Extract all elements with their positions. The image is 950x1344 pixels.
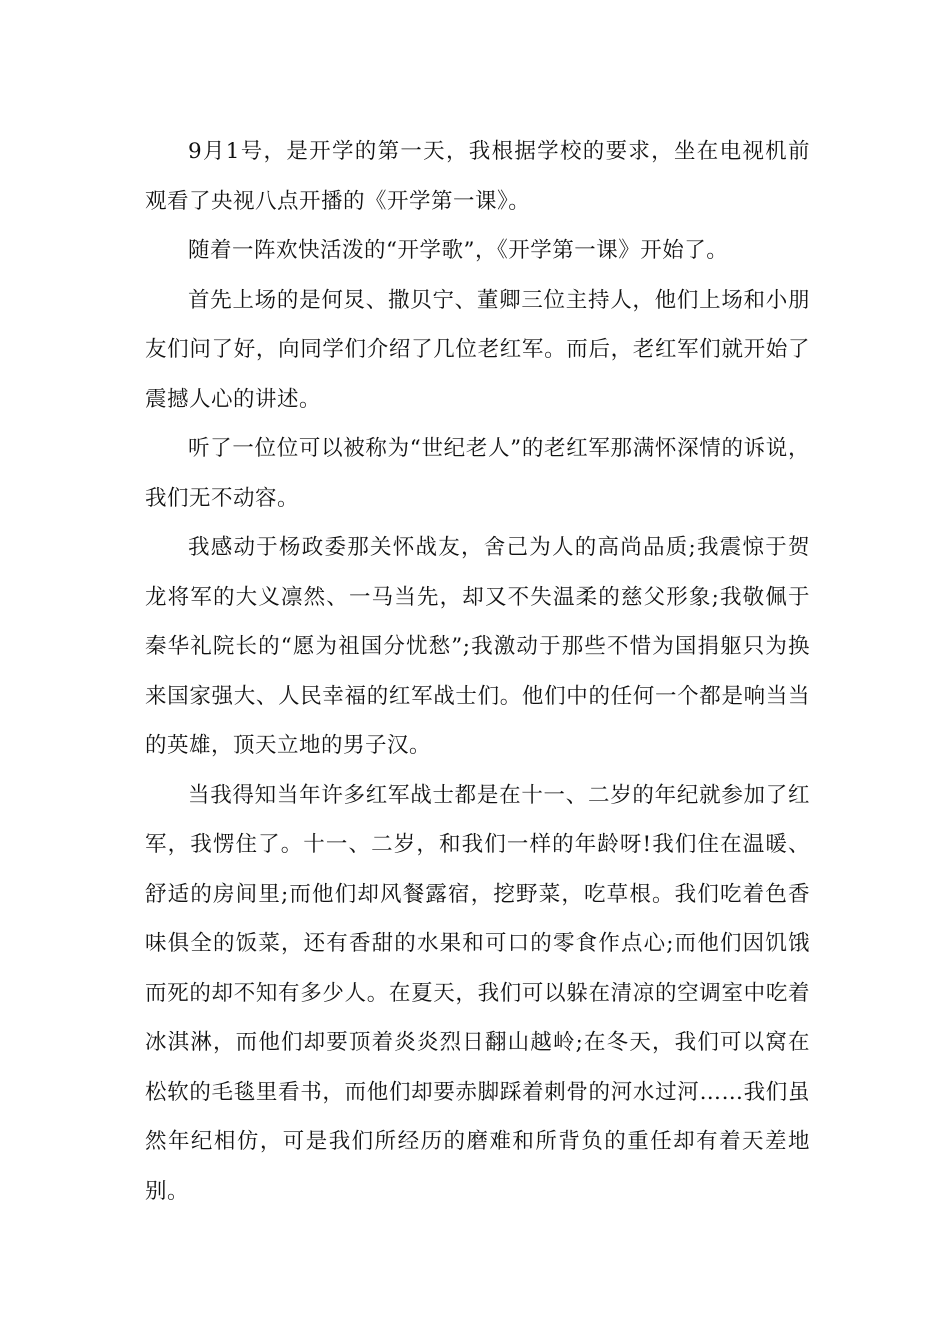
paragraph-5: 我感动于杨政委那关怀战友，舍己为人的高尚品质;我震惊于贺龙将军的大义凛然、一马当先，却又不失温柔的慈父形象;我敬佩于秦华礼院长的“愿为祖国分忧愁”;我激动于那些不惜为国捐躯只为换来国家强大、人民幸福的红军战士们。他们中的任何一个都是响当当的英雄，顶天立地的男子汉。: [145, 535, 810, 758]
document-body: [145, 127, 810, 1216]
paragraph-1: 9月1号，是开学的第一天，我根据学校的要求，坐在电视机前观看了央视八点开播的《开学第一课》。: [145, 139, 810, 214]
paragraph-6: 当我得知当年许多红军战士都是在十一、二岁的年纪就参加了红军，我愣住了。十一、二岁，和我们一样的年龄呀!我们住在温暖、舒适的房间里;而他们却风餐露宿，挖野菜，吃草根。我们吃着色香味俱全的饭菜，还有香甜的水果和可口的零食作点心;而他们因饥饿而死的却不知有多少人。在夏天，我们可以躲在清凉的空调室中吃着冰淇淋，而他们却要顶着炎炎烈日翻山越岭;在冬天，我们可以窝在松软的毛毯里看书，而他们却要赤脚踩着刺骨的河水过河……我们虽然年纪相仿，可是我们所经历的磨难和所背负的重任却有着天差地别。: [145, 782, 810, 1204]
paragraph-4: 听了一位位可以被称为“世纪老人”的老红军那满怀深情的诉说，我们无不动容。: [145, 436, 810, 511]
paragraph-2: 随着一阵欢快活泼的“开学歌”，《开学第一课》开始了。: [188, 238, 729, 263]
paragraph-3: 首先上场的是何炅、撒贝宁、董卿三位主持人，他们上场和小朋友们问了好，向同学们介绍了几位老红军。而后，老红军们就开始了震撼人心的讲述。: [145, 287, 810, 412]
